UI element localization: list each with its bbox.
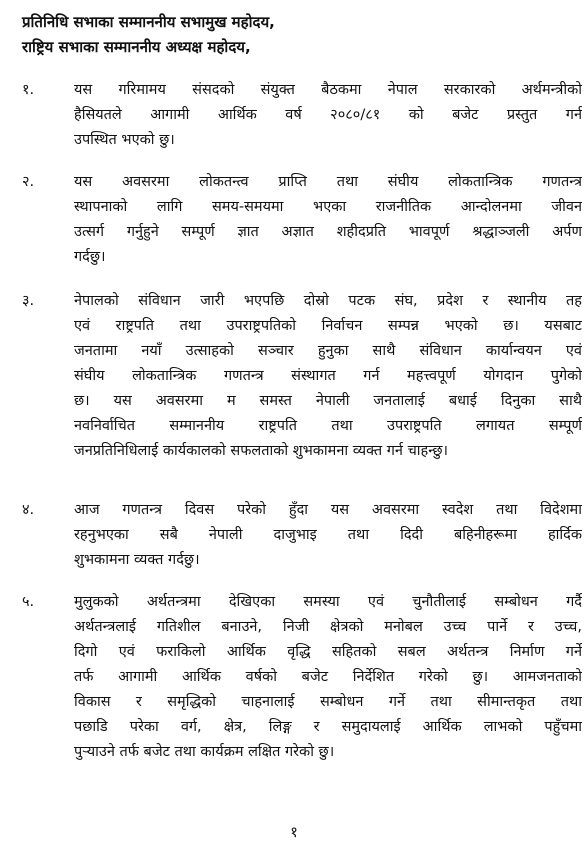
paragraph-line: नवनिर्वाचित सम्माननीय राष्ट्रपति तथा उपराष्ट्रपति लगायत सम्पूर्ण (74, 418, 582, 434)
salutation-line-speaker: प्रतिनिधि सभाका सम्माननीय सभामुख महोदय, (22, 13, 275, 31)
paragraph-body (74, 78, 582, 153)
paragraph-line: उपस्थित भएको छु। (74, 132, 175, 148)
paragraph-number: २. (22, 174, 35, 190)
paragraph-line: आज गणतन्त्र दिवस परेको हुँदा यस अवसरमा स्वदेश तथा विदेशमा (74, 502, 582, 518)
paragraph-line: छ। यस अवसरमा म समस्त नेपाली जनतालाई बधाई दिनुका साथै (74, 393, 582, 409)
paragraph-line: यस अवसरमा लोकतन्त्व प्राप्ति तथा संघीय लोकतान्त्रिक गणतन्त्र (74, 174, 582, 190)
paragraph-body (74, 590, 582, 765)
paragraph-line: जनतामा नयाँ उत्साहको सञ्चार हुनुका साथै संविधान कार्यान्वयन एवं (74, 343, 582, 359)
paragraph-line: पछाडि परेका वर्ग, क्षेत्र, लिङ्ग र समुदायलाई आर्थिक लाभको पहुँचमा (74, 719, 582, 735)
paragraph-line: स्थापनाको लागि समय-समयमा भएका राजनीतिक आन्दोलनमा जीवन (74, 199, 582, 215)
page-number: १ (290, 823, 298, 841)
paragraph-line: यस गरिमामय संसदको संयुक्त बैठकमा नेपाल सरकारको अर्थमन्त्रीको (74, 82, 582, 98)
paragraph-body (74, 289, 582, 464)
paragraph-line: पुर्‍याउने तर्फ बजेट तथा कार्यक्रम लक्षित गरेको छु। (74, 744, 335, 760)
paragraph-line: संघीय लोकतान्त्रिक गणतन्त्र संस्थागत गर्न महत्त्वपूर्ण योगदान पुगेको (74, 368, 582, 384)
paragraph-line: मुलुकको अर्थतन्त्रमा देखिएका समस्या एवं चुनौतीलाई सम्बोधन गर्दै (74, 594, 582, 610)
paragraph-line: अर्थतन्त्रलाई गतिशील बनाउने, निजी क्षेत्रको मनोबल उच्च पार्ने र उच्च, (74, 619, 582, 635)
paragraph-line: हैसियतले आगामी आर्थिक वर्ष २०८०/८१ को बजेट प्रस्तुत गर्न (74, 107, 582, 123)
paragraph-line: रहनुभएका सबै नेपाली दाजुभाइ तथा दिदी बहिनीहरूमा हार्दिक (74, 527, 582, 543)
paragraph-line: जनप्रतिनिधिलाई कार्यकालको सफलताको शुभकामना व्यक्त गर्न चाहन्छु। (74, 443, 449, 459)
paragraph-line: शुभकामना व्यक्त गर्दछु। (74, 552, 200, 568)
paragraph-line: गर्दछु। (74, 249, 106, 265)
paragraph-number: ४. (22, 502, 35, 518)
salutation (22, 10, 582, 60)
paragraph-body (74, 170, 582, 270)
paragraph-number: १. (22, 82, 35, 98)
paragraph-line: उत्सर्ग गर्नुहुने सम्पूर्ण ज्ञात अज्ञात शहीदप्रति भावपूर्ण श्रद्धाञ्जली अर्पण (74, 224, 582, 240)
paragraph-number: ३. (22, 293, 35, 309)
paragraph-line: नेपालको संविधान जारी भएपछि दोस्रो पटक संघ, प्रदेश र स्थानीय तह (74, 293, 582, 309)
paragraph-line: विकास र समृद्धिको चाहनालाई सम्बोधन गर्ने तथा सीमान्तकृत तथा (74, 694, 582, 710)
paragraph-line: तर्फ आगामी आर्थिक वर्षको बजेट निर्देशित गरेको छु। आमजनताको (74, 669, 582, 685)
salutation-line-chairperson: राष्ट्रिय सभाका सम्माननीय अध्यक्ष महोदय, (22, 38, 251, 56)
paragraph-line: एवं राष्ट्रपति तथा उपराष्ट्रपतिको निर्वाचन सम्पन्न भएको छ। यसबाट (74, 318, 582, 334)
paragraph-body (74, 498, 582, 573)
paragraph-number: ५. (22, 594, 35, 610)
paragraph-line: दिगो एवं फराकिलो आर्थिक वृद्धि सहितको सबल अर्थतन्त्र निर्माण गर्ने (74, 644, 582, 660)
